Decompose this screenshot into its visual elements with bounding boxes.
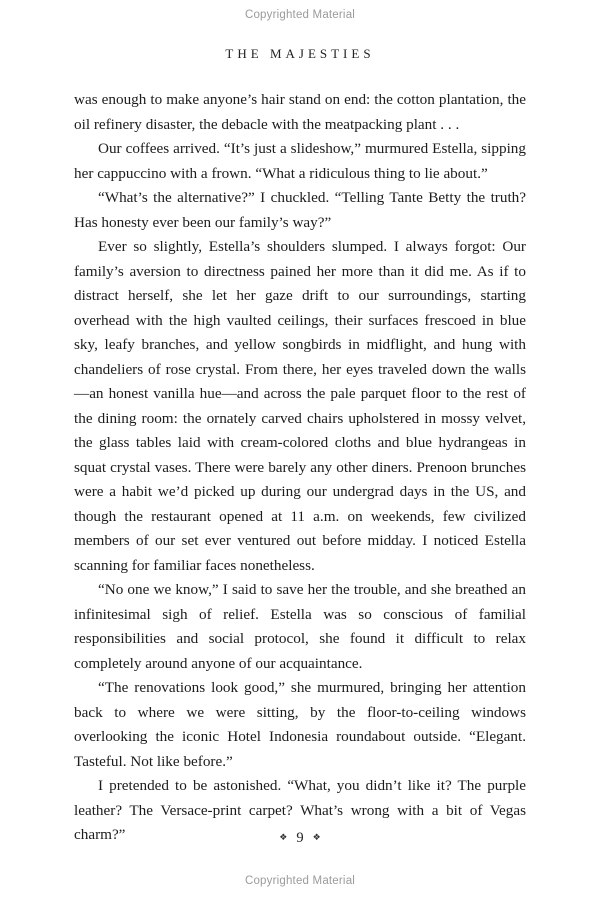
paragraph: I pretended to be astonished. “What, you didn’t like it? The purple leather? The Versace-print carpet? What’s wrong with a bit of Vegas charm?” [74, 777, 526, 843]
copyright-notice-top: Copyrighted Material [244, 9, 356, 21]
paragraph: “No one we know,” I said to save her the trouble, and she breathed an infinitesimal sigh of relief. Estella was so conscious of familial responsibilities and social protocol, she found it difficult to relax completely around anyone of our acquaintance. [74, 581, 526, 672]
paragraph: “What’s the alternative?” I chuckled. “Telling Tante Betty the truth? Has honesty ever been our family’s way?” [74, 189, 526, 231]
body-text [74, 88, 526, 848]
page-number: 9 [296, 830, 304, 846]
book-title-header: THE MAJESTIES [225, 46, 375, 61]
copyright-notice-bottom: Copyrighted Material [244, 875, 356, 887]
diamond-ornament-right-icon: ❖ [312, 832, 321, 842]
paragraph: “The renovations look good,” she murmured, bringing her attention back to where we were sitting, by the floor-to-ceiling windows overlooking the iconic Hotel Indonesia roundabout outside. “Elegant. Tasteful. Not like before.” [74, 679, 526, 770]
paragraph: Our coffees arrived. “It’s just a slideshow,” murmured Estella, sipping her cappuccino with a frown. “What a ridiculous thing to lie about.” [74, 140, 526, 182]
paragraph: was enough to make anyone’s hair stand on end: the cotton plantation, the oil refinery disaster, the debacle with the meatpacking plant . . . [74, 91, 526, 133]
diamond-ornament-left-icon: ❖ [279, 832, 288, 842]
page-footer [0, 830, 600, 847]
paragraph: Ever so slightly, Estella’s shoulders slumped. I always forgot: Our family’s aversion to directness pained her more than it did me. As if to distract herself, she let her gaze drift to our surroundings, starting overhead with the high vaulted ceilings, their surfaces frescoed in blue sky, leafy branches, and yellow songbirds in midflight, and hung with chandeliers of rose crystal. From there, her eyes traveled down the walls—an honest vanilla hue—and across the pale parquet floor to the rest of the dining room: the ornately carved chairs upholstered in mossy velvet, the glass tables laid with cream-colored cloths and blue hydrangeas in squat crystal vases. There were barely any other diners. Prenoon brunches were a habit we’d picked up during our undergrad days in the US, and though the restaurant opened at 11 a.m. on weekends, few civilized members of our set ever ventured out before midday. I noticed Estella scanning for familiar faces nonetheless. [74, 238, 526, 574]
